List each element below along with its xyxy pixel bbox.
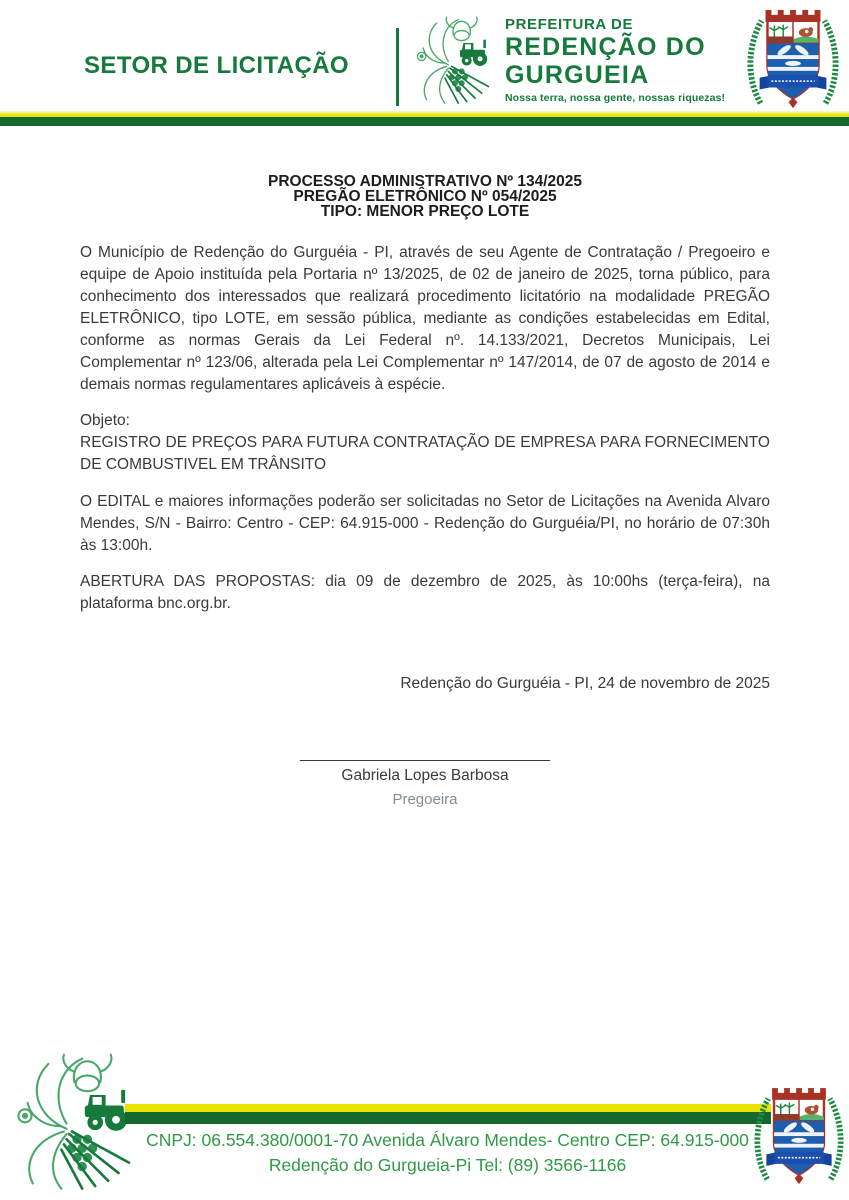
- paragraph-edital: O EDITAL e maiores informações poderão ser solicitadas no Setor de Licitações na Avenida Alvaro Mendes, S/N - Bairro: Centro - CEP: 64.915-000 - Redenção do Gurguéia/PI, no horário de 07:30h às 13:00h.: [80, 493, 770, 554]
- signer-name: Gabriela Lopes Barbosa: [341, 767, 509, 784]
- prefeitura-logo-icon: [406, 13, 504, 109]
- footer-coat-of-arms-icon: [751, 1078, 847, 1198]
- signature-block: [80, 743, 770, 810]
- paragraph-intro: O Município de Redenção do Gurguéia - PI, através de seu Agente de Contratação / Pregoeiro e equipe de Apoio instituída pela Portaria nº 13/2025, de 02 de janeiro de 2025, torna público, para conhecimento dos interessados que realizará procedimento licitatório na modalidade PREGÃO ELETRÔNICO, tipo LOTE, em sessão pública, mediante as condições estabelecidas em Edital, conforme as normas Gerais da Lei Federal nº. 14.133/2021, Decretos Municipais, Lei Complementar nº 123/06, alterada pela Lei Complementar nº 147/2014, de 07 de agosto de 2014 e demais normas regulamentares aplicáveis à espécie.: [80, 244, 770, 393]
- signature-line: _____________________________: [300, 745, 550, 762]
- header-brand-bar: [0, 111, 849, 126]
- org-super-line: PREFEITURA DE: [505, 16, 634, 33]
- objeto-section: [80, 410, 770, 476]
- header-divider: [396, 28, 399, 106]
- org-tagline: Nossa terra, nossa gente, nossas riquezas!: [505, 92, 726, 104]
- footer-contact-line: Redenção do Gurgueia-Pi Tel: (89) 3566-1166: [268, 1155, 627, 1175]
- footer-text-block: [135, 1128, 760, 1178]
- doc-title-line-2: PREGÃO ELETRÔNICO Nº 054/2025: [293, 188, 557, 205]
- footer-bar-yellow-stripe: [125, 1104, 771, 1112]
- footer-brand-bar: [125, 1104, 771, 1124]
- paragraph-abertura: ABERTURA DAS PROPOSTAS: dia 09 de dezembro de 2025, às 10:00hs (terça-feira), na plataforma bnc.org.br.: [80, 573, 770, 612]
- document-body: [80, 174, 770, 810]
- header-coat-of-arms-icon: [741, 7, 845, 115]
- brand-bar-green-stripe: [0, 117, 849, 126]
- objeto-text: REGISTRO DE PREÇOS PARA FUTURA CONTRATAÇÃO DE EMPRESA PARA FORNECIMENTO DE COMBUSTIVEL EM TRÂNSITO: [80, 434, 770, 473]
- footer-cnpj-line: CNPJ: 06.554.380/0001-70 Avenida Álvaro Mendes- Centro CEP: 64.915-000: [146, 1130, 749, 1150]
- org-name-line1: REDENÇÃO DO: [505, 33, 706, 61]
- doc-title-line-3: TIPO: MENOR PREÇO LOTE: [320, 203, 530, 220]
- org-block: [505, 17, 725, 104]
- org-name-line2: GURGUEIA: [505, 61, 650, 89]
- doc-title-line-1: PROCESSO ADMINISTRATIVO Nº 134/2025: [267, 173, 583, 190]
- signer-role: Pregoeira: [392, 791, 458, 808]
- footer-bar-green-stripe: [125, 1112, 771, 1124]
- sector-title: SETOR DE LICITAÇÃO: [84, 52, 349, 79]
- objeto-label: Objeto:: [80, 412, 130, 429]
- footer-logo-icon: [12, 1048, 142, 1198]
- date-line: Redenção do Gurguéia - PI, 24 de novembro de 2025: [400, 675, 770, 692]
